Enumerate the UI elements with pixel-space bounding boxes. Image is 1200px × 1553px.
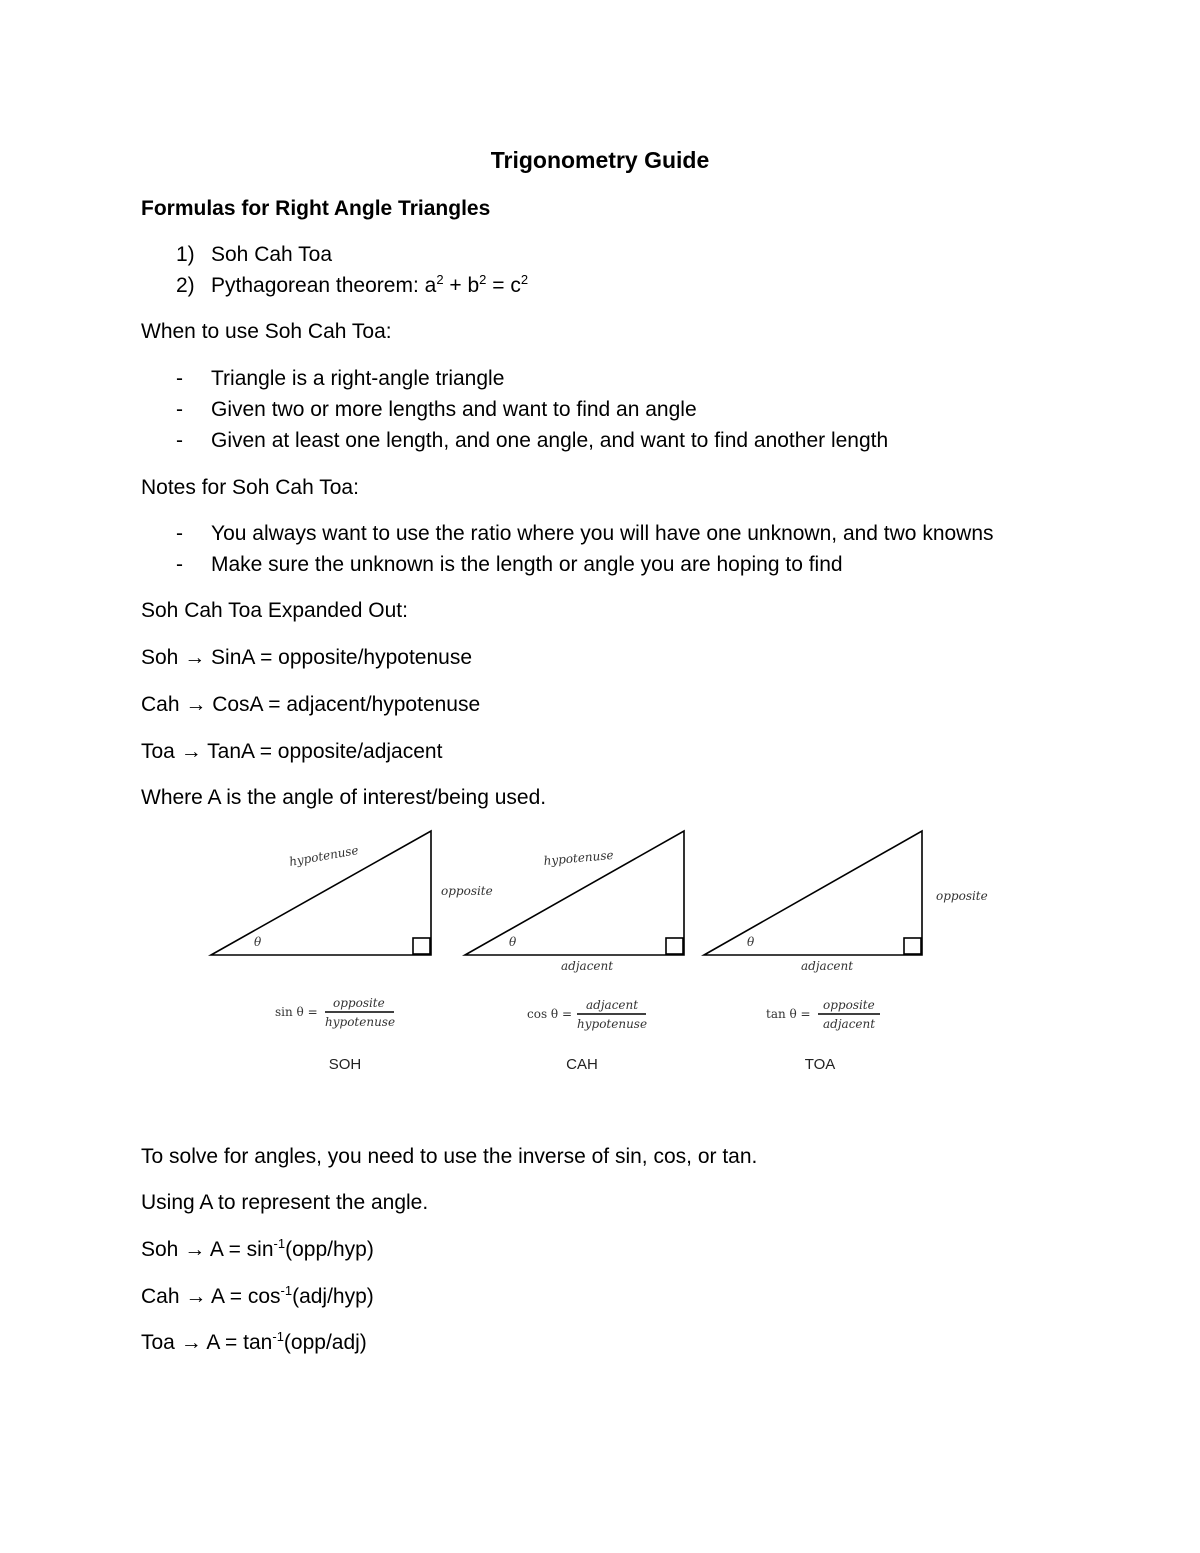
ratio-text: SinA = opposite/hypotenuse — [205, 646, 473, 669]
list-number: 1) — [176, 243, 195, 266]
list-item: Make sure the unknown is the length or angle you are hoping to find — [211, 553, 843, 576]
bullet-dash: - — [176, 553, 183, 576]
pythagorean-text: + b — [443, 274, 480, 297]
formula-numerator: opposite — [333, 996, 385, 1010]
formula-lhs: cos θ = — [527, 1007, 573, 1021]
label-hypotenuse: hypotenuse — [543, 847, 615, 868]
arrow-right-icon: → — [185, 693, 207, 716]
pythagorean-text: Pythagorean theorem: a — [211, 274, 437, 297]
right-angle-mark — [666, 938, 683, 954]
inverse-text: (adj/hyp) — [292, 1285, 374, 1308]
theta-symbol: θ — [747, 935, 755, 949]
inverse-line-cah — [141, 1284, 374, 1310]
right-angle-mark — [904, 938, 921, 954]
inverse-text: A = sin — [205, 1238, 274, 1261]
list-item: Soh Cah Toa — [211, 243, 333, 266]
exponent: 2 — [436, 272, 444, 287]
caption-cah: CAH — [566, 1056, 598, 1073]
when-heading: When to use Soh Cah Toa: — [141, 320, 392, 343]
inverse-text: A = cos — [206, 1285, 281, 1308]
inverse-text: (opp/hyp) — [285, 1238, 374, 1261]
ratio-word: Cah — [141, 1285, 180, 1308]
inverse-text: A = tan — [201, 1331, 273, 1354]
formula-lhs: tan θ = — [766, 1007, 811, 1021]
exponent: -1 — [280, 1283, 293, 1298]
ratio-word: Toa — [141, 1331, 175, 1354]
formula-numerator: adjacent — [586, 998, 639, 1012]
ratio-text: TanA = opposite/adjacent — [201, 740, 443, 763]
bullet-dash: - — [176, 429, 183, 452]
list-item: Triangle is a right-angle triangle — [211, 367, 505, 390]
arrow-right-icon: → — [184, 646, 206, 669]
arrow-right-icon: → — [180, 740, 202, 763]
expanded-heading: Soh Cah Toa Expanded Out: — [141, 599, 408, 622]
ratio-text: CosA = adjacent/hypotenuse — [206, 693, 481, 716]
label-adjacent: adjacent — [561, 959, 614, 973]
ratio-word: Soh — [141, 1238, 179, 1261]
list-item: Given two or more lengths and want to find an angle — [211, 398, 697, 421]
ratio-word: Toa — [141, 740, 175, 763]
exponent: -1 — [273, 1236, 286, 1251]
arrow-right-icon: → — [180, 1331, 202, 1354]
page-title: Trigonometry Guide — [490, 147, 710, 173]
ratio-word: Cah — [141, 693, 180, 716]
bullet-dash: - — [176, 398, 183, 421]
pythagorean-text: = c — [486, 274, 521, 297]
triangle-toa — [704, 831, 922, 955]
label-adjacent: adjacent — [801, 959, 854, 973]
exponent: 2 — [520, 272, 529, 287]
notes-heading: Notes for Soh Cah Toa: — [141, 476, 359, 499]
formula-denominator: hypotenuse — [577, 1017, 648, 1031]
inverse-intro: To solve for angles, you need to use the inverse of sin, cos, or tan. — [141, 1145, 758, 1168]
inverse-line-soh — [141, 1237, 374, 1263]
inverse-line-toa — [141, 1330, 367, 1356]
formula-denominator: hypotenuse — [325, 1015, 396, 1029]
bullet-dash: - — [176, 522, 183, 545]
formulas-heading: Formulas for Right Angle Triangles — [141, 197, 491, 220]
arrow-right-icon: → — [184, 1238, 206, 1261]
caption-soh: SOH — [328, 1056, 362, 1073]
list-item: You always want to use the ratio where you will have one unknown, and two knowns — [211, 522, 994, 545]
list-item: Given at least one length, and one angle, and want to find another length — [211, 429, 889, 452]
formula-lhs: sin θ = — [275, 1005, 318, 1019]
right-angle-mark — [413, 938, 430, 954]
exponent: -1 — [272, 1329, 284, 1344]
label-opposite: opposite — [936, 889, 988, 903]
ratio-word: Soh — [141, 646, 179, 669]
inverse-using: Using A to represent the angle. — [141, 1191, 429, 1214]
list-number: 2) — [176, 274, 195, 297]
formula-numerator: opposite — [823, 998, 875, 1012]
inverse-text: (opp/adj) — [283, 1331, 367, 1354]
theta-symbol: θ — [254, 935, 262, 949]
bullet-dash: - — [176, 367, 183, 390]
arrow-right-icon: → — [185, 1285, 207, 1308]
theta-symbol: θ — [509, 935, 517, 949]
label-opposite: opposite — [441, 884, 493, 898]
formula-denominator: adjacent — [823, 1017, 876, 1031]
where-note: Where A is the angle of interest/being used. — [141, 786, 547, 809]
exponent: 2 — [479, 272, 487, 287]
triangle-cah — [465, 831, 684, 955]
label-hypotenuse: hypotenuse — [288, 843, 360, 869]
caption-toa: TOA — [804, 1056, 836, 1073]
